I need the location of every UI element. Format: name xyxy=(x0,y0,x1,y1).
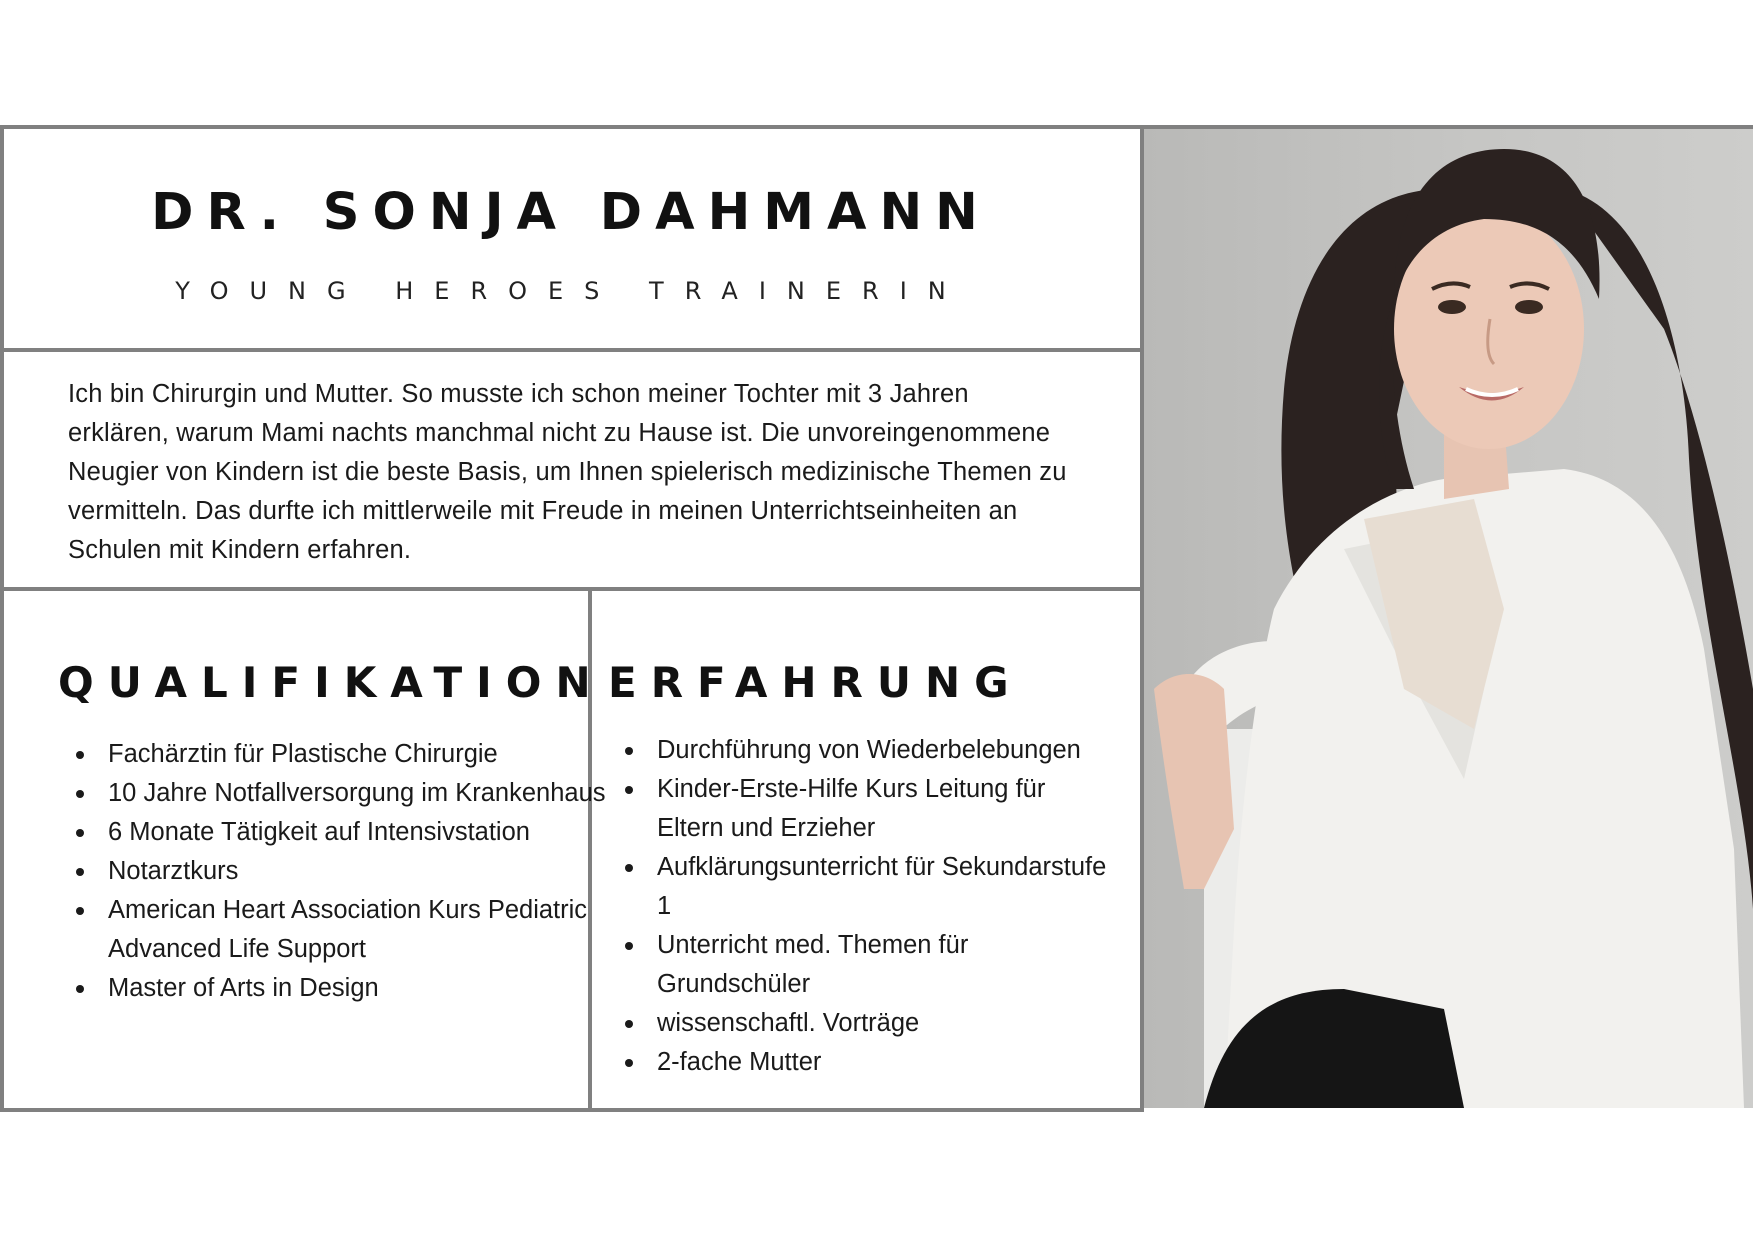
list-item: Master of Arts in Design xyxy=(68,969,628,1008)
frame-left-line xyxy=(0,125,4,1112)
list-item: 2-fache Mutter xyxy=(617,1043,1117,1082)
list-item: wissenschaftl. Vorträge xyxy=(617,1004,1117,1043)
erfahrung-list xyxy=(617,731,1117,1082)
list-item: Durchführung von Wiederbelebungen xyxy=(617,731,1117,770)
erfahrung-heading: ERFAHRUNG xyxy=(608,658,1023,707)
list-item: Unterricht med. Themen für Grundschüler xyxy=(617,926,1117,1004)
list-item: American Heart Association Kurs Pediatric Advanced Life Support xyxy=(68,891,628,969)
portrait-photo xyxy=(1144,129,1753,1108)
list-item: Notarztkurs xyxy=(68,852,628,891)
qualifikation-list xyxy=(68,735,628,1008)
list-item: Fachärztin für Plastische Chirurgie xyxy=(68,735,628,774)
list-item: Kinder-Erste-Hilfe Kurs Leitung für Eltern und Erzieher xyxy=(617,770,1117,848)
role-subtitle: YOUNG HEROES TRAINERIN xyxy=(175,277,967,305)
bio-paragraph: Ich bin Chirurgin und Mutter. So musste ich schon meiner Tochter mit 3 Jahren erklären, warum Mami nachts manchmal nicht zu Hause ist. Die unvoreingenommene Neugier von Kindern ist die beste Basis, um Ihnen spielerisch medizinische Themen zu vermitteln. Das durfte ich mittlerweile mit Freude in meinen Unterrichtseinheiten an Schulen mit Kindern erfahren. xyxy=(68,380,1067,564)
list-item: Aufklärungsunterricht für Sekundarstufe 1 xyxy=(617,848,1117,926)
frame-bottom-line xyxy=(0,1108,1144,1112)
list-item: 10 Jahre Notfallversorgung im Krankenhaus xyxy=(68,774,628,813)
list-item: 6 Monate Tätigkeit auf Intensivstation xyxy=(68,813,628,852)
frame-divider-header xyxy=(0,348,1144,352)
qualifikation-heading: QUALIFIKATION xyxy=(58,658,605,707)
profile-card xyxy=(0,125,1753,1112)
frame-divider-bio xyxy=(0,587,1144,591)
page-title: DR. SONJA DAHMANN xyxy=(151,183,991,242)
portrait-illustration xyxy=(1144,129,1753,1108)
